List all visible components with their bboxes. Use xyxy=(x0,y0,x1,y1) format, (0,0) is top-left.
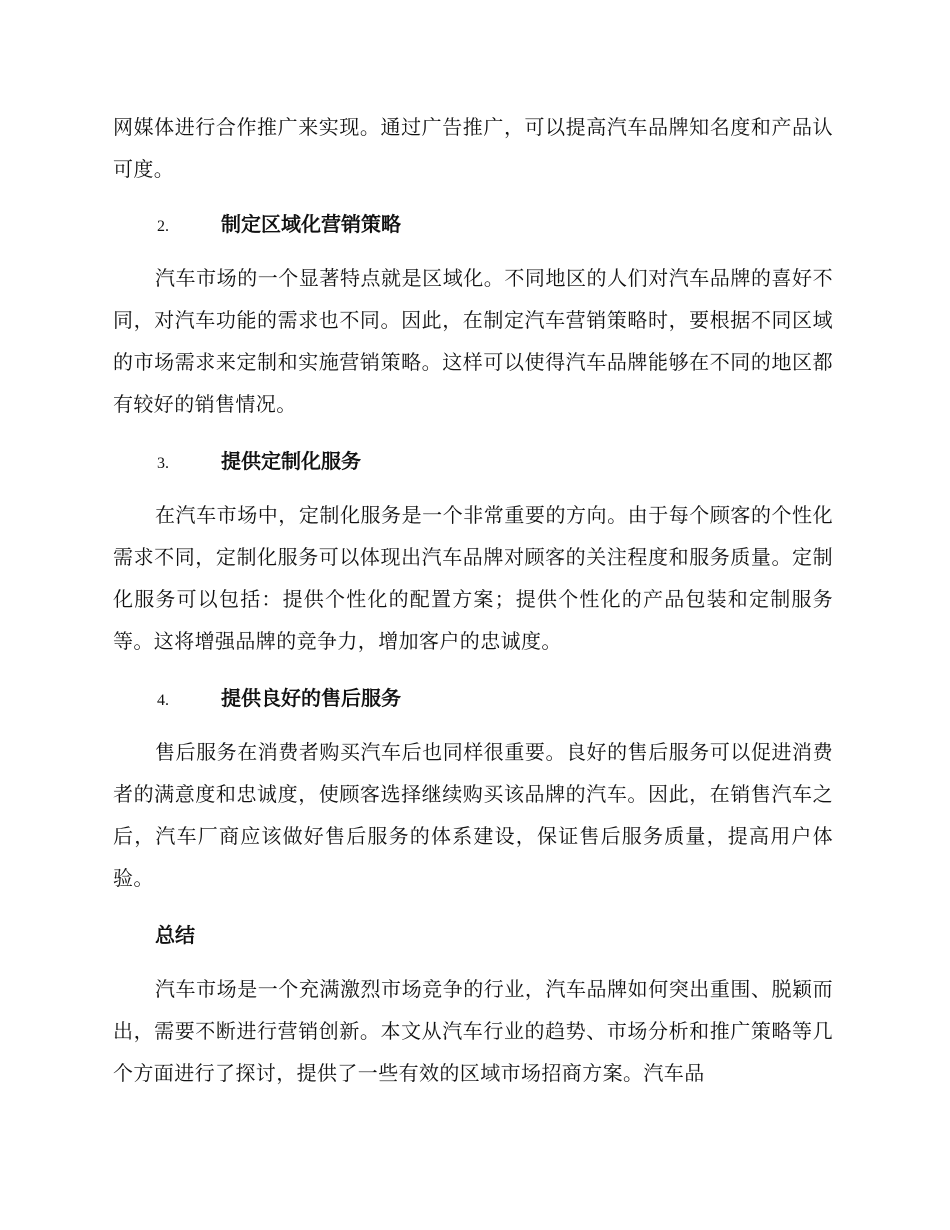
section-number: 2. xyxy=(157,218,169,235)
section-number: 4. xyxy=(157,692,169,709)
summary-paragraph: 汽车市场是一个充满激烈市场竞争的行业，汽车品牌如何突出重围、脱颖而出，需要不断进行营销创新。本文从汽车行业的趋势、市场分析和推广策略等几个方面进行了探讨，提供了一些有效的区域市场招商方案。汽车品 xyxy=(113,977,833,1085)
continuation-paragraph: 网媒体进行合作推广来实现。通过广告推广，可以提高汽车品牌知名度和产品认可度。 xyxy=(113,115,833,181)
section-paragraph-3: 在汽车市场中，定制化服务是一个非常重要的方向。由于每个顾客的个性化需求不同，定制化服务可以体现出汽车品牌对顾客的关注程度和服务质量。定制化服务可以包括：提供个性化的配置方案；提供个性化的产品包装和定制服务等。这将增强品牌的竞争力，增加客户的忠诚度。 xyxy=(113,503,833,653)
section-number: 3. xyxy=(157,455,169,472)
section-heading-4 xyxy=(113,677,833,722)
summary-heading: 总结 xyxy=(155,923,195,947)
section-title: 制定区域化营销策略 xyxy=(221,212,401,236)
section-heading-2 xyxy=(113,203,833,248)
section-heading-3 xyxy=(113,440,833,485)
section-paragraph-2: 汽车市场的一个显著特点就是区域化。不同地区的人们对汽车品牌的喜好不同，对汽车功能的需求也不同。因此，在制定汽车营销策略时，要根据不同区域的市场需求来定制和实施营销策略。这样可以使得汽车品牌能够在不同的地区都有较好的销售情况。 xyxy=(113,266,833,416)
section-title: 提供定制化服务 xyxy=(221,449,361,473)
section-paragraph-4: 售后服务在消费者购买汽车后也同样很重要。良好的售后服务可以促进消费者的满意度和忠诚度，使顾客选择继续购买该品牌的汽车。因此，在销售汽车之后，汽车厂商应该做好售后服务的体系建设，保证售后服务质量，提高用户体验。 xyxy=(113,740,833,890)
section-title: 提供良好的售后服务 xyxy=(221,686,401,710)
